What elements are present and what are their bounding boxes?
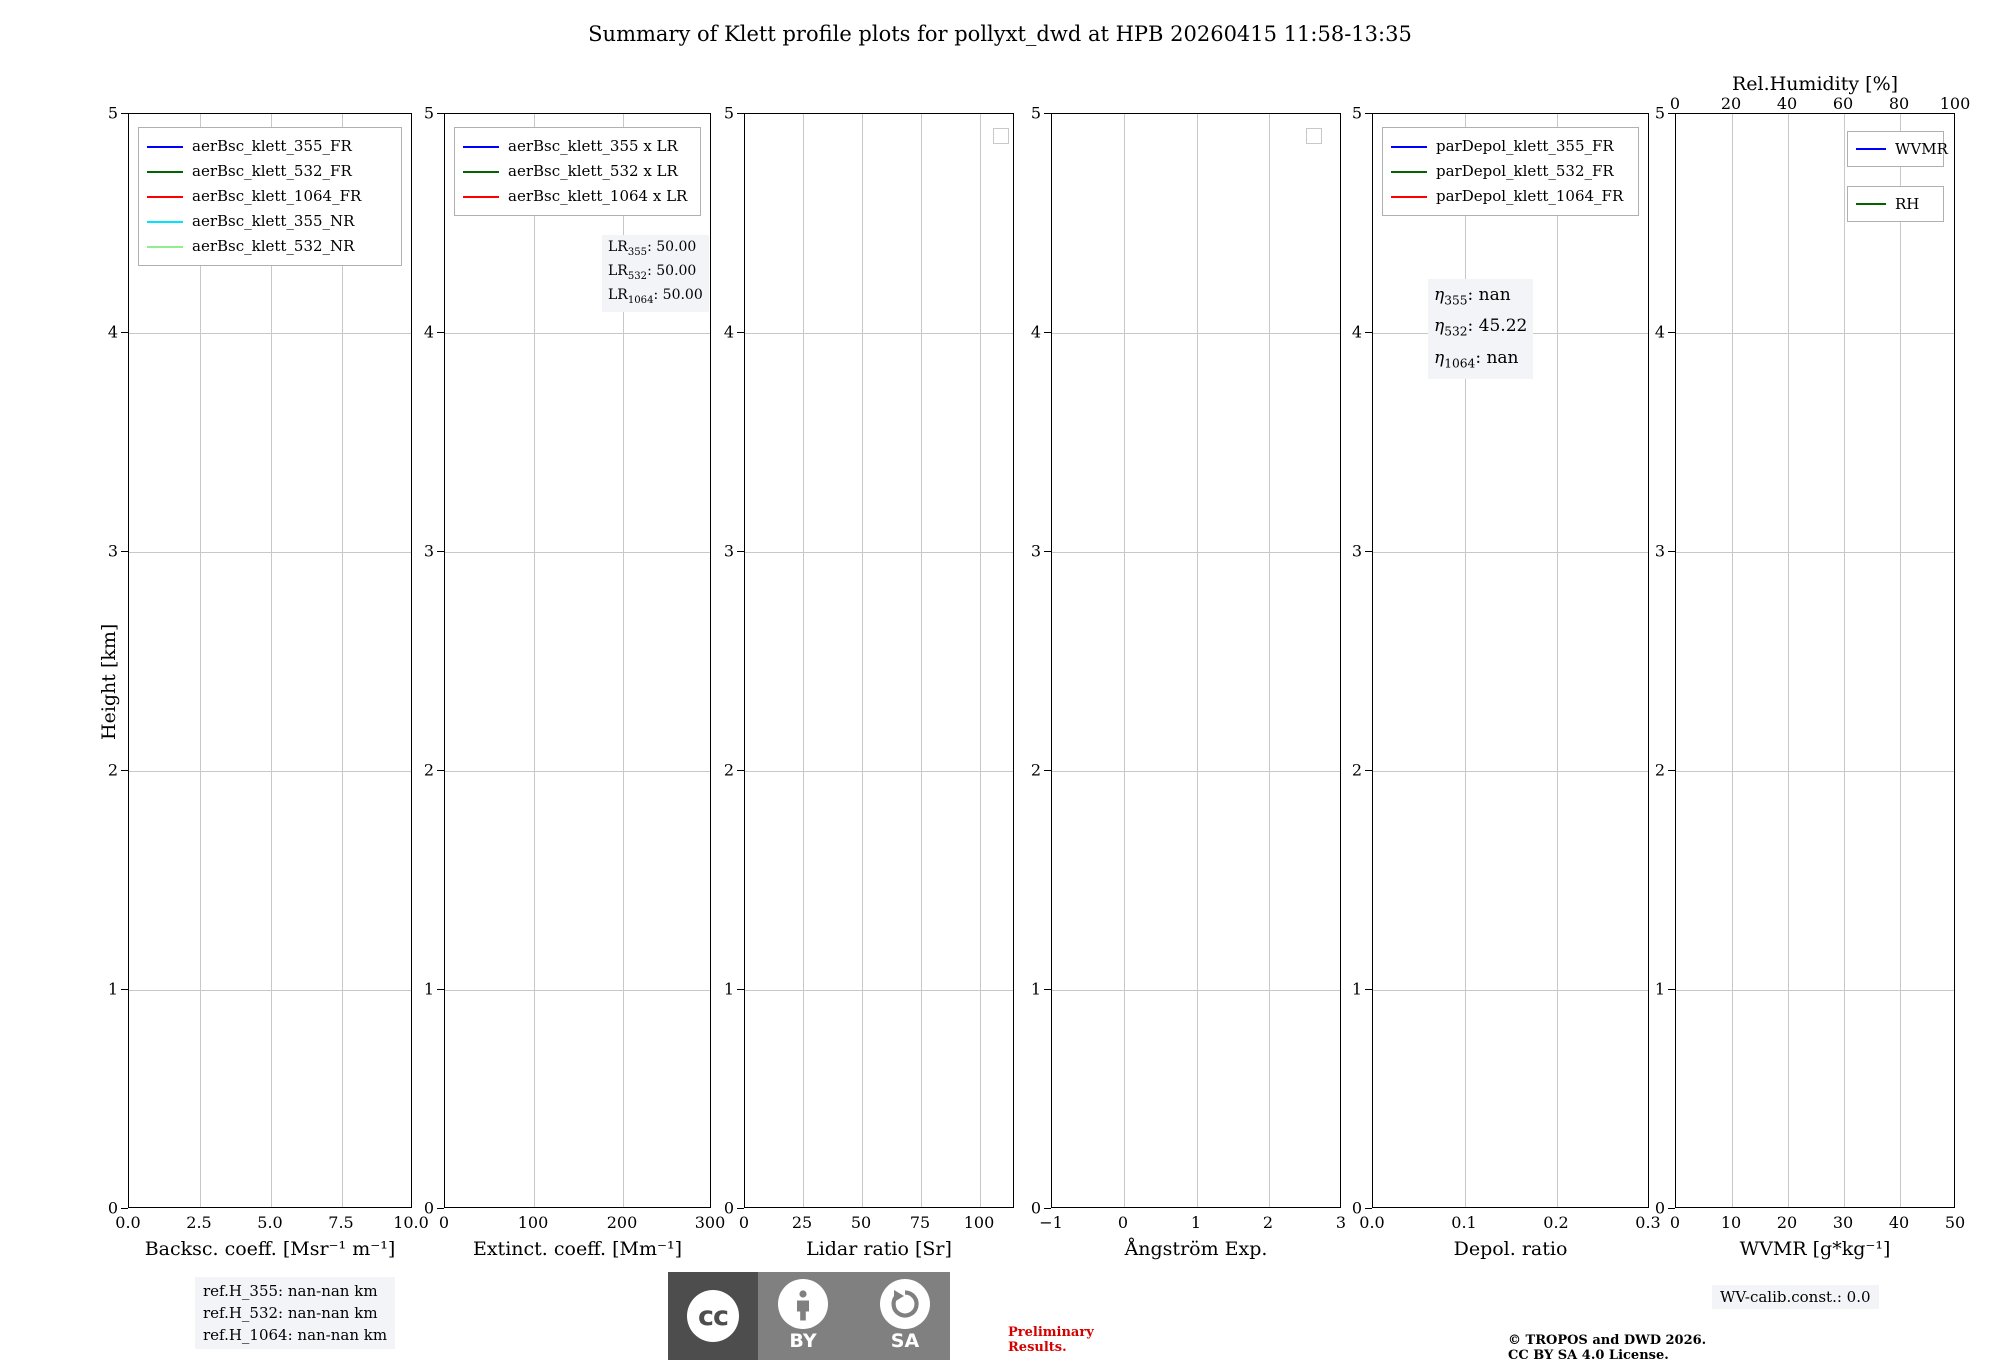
p2-y-tick-4: 4 [423,322,434,342]
y-tick-1: 1 [107,979,118,999]
p4-x-axis-label: Ångström Exp. [1124,1238,1268,1260]
p1-x-tick-4: 10.0 [393,1213,429,1232]
legend-label: aerBsc_klett_355_NR [192,212,355,230]
empty-legend-placeholder [993,128,1009,144]
ref-h-355: ref.H_355: nan-nan km [203,1282,378,1300]
creative-commons-badge [668,1272,950,1360]
p2-y-tick-1: 1 [423,979,434,999]
p1-x-tick-2: 5.0 [257,1213,283,1232]
eta-355-row: $\eta_{355}$: nan [1434,285,1511,308]
plot-area [1052,114,1340,1207]
eta-1064-row: $\eta_{1064}$: nan [1434,347,1519,371]
ref-h-1064: ref.H_1064: nan-nan km [203,1326,388,1344]
p2-x-tick-2: 200 [606,1213,638,1232]
y-tick-2: 2 [107,760,118,780]
legend-item[interactable] [147,209,393,234]
reference-heights-box [195,1277,395,1349]
p3-y-tick-0: 0 [723,1198,734,1218]
legend-label: parDepol_klett_532_FR [1436,162,1614,180]
copyright-line-2: CC BY SA 4.0 License. [1508,1348,1669,1363]
p6-y-tick-5: 5 [1654,103,1665,123]
p4-y-tick-1: 1 [1030,979,1041,999]
legend-item[interactable] [463,184,692,209]
line-swatch-icon [463,146,499,148]
p6-y-tick-4: 4 [1654,322,1665,342]
p5-y-tick-3: 3 [1351,541,1362,561]
legend-label: RH [1895,195,1920,213]
lr-355-row: $LR_{355}$: 50.00 [608,239,697,258]
panel-depolarization-ratio [1372,113,1649,1208]
line-swatch-icon [147,246,183,248]
plot-area [1373,114,1648,1207]
p3-x-axis-label: Lidar ratio [Sr] [806,1238,952,1260]
p6-x-tick-5: 50 [1944,1213,1966,1232]
p6-y-tick-1: 1 [1654,979,1665,999]
legend-wvmr[interactable] [1847,131,1948,167]
p6-top-tick-0: 0 [1669,94,1681,113]
legend-item[interactable] [147,134,393,159]
p5-x-tick-3: 0.3 [1635,1213,1661,1232]
p1-x-tick-0: 0.0 [115,1213,141,1232]
y-tick-3: 3 [107,541,118,561]
p3-y-tick-2: 2 [723,760,734,780]
p5-y-tick-0: 0 [1351,1198,1362,1218]
p3-y-tick-4: 4 [723,322,734,342]
p6-x-tick-4: 40 [1888,1213,1910,1232]
line-swatch-icon [147,146,183,148]
p5-x-tick-0: 0.0 [1359,1213,1385,1232]
p3-y-tick-3: 3 [723,541,734,561]
p2-x-tick-3: 300 [694,1213,726,1232]
preliminary-line-2: Results. [1008,1340,1067,1355]
p5-x-axis-label: Depol. ratio [1453,1238,1568,1260]
line-swatch-icon [147,171,183,173]
p6-x-tick-1: 10 [1720,1213,1742,1232]
p4-y-tick-0: 0 [1030,1198,1041,1218]
p6-y-tick-0: 0 [1654,1198,1665,1218]
legend-label: aerBsc_klett_355 x LR [508,137,678,155]
p4-x-tick-2: 1 [1190,1213,1202,1232]
p3-x-tick-1: 25 [791,1213,813,1232]
copyright-note [1508,1333,1706,1363]
p3-x-tick-0: 0 [738,1213,750,1232]
p2-y-tick-3: 3 [423,541,434,561]
cc-circle-icon: cc [687,1290,739,1342]
by-caption: BY [789,1330,817,1352]
p2-y-tick-5: 5 [423,103,434,123]
legend-item[interactable] [1856,138,1948,160]
p6-top-tick-5: 100 [1939,94,1971,113]
preliminary-line-1: Preliminary [1008,1325,1094,1340]
p6-top-tick-2: 40 [1776,94,1798,113]
line-swatch-icon [147,196,183,198]
legend-item[interactable] [1391,134,1630,159]
p5-x-tick-1: 0.1 [1451,1213,1477,1232]
lidar-ratio-annotation [602,235,709,312]
legend-item[interactable] [147,159,393,184]
p2-y-tick-0: 0 [423,1198,434,1218]
ref-h-532: ref.H_532: nan-nan km [203,1304,378,1322]
p4-y-tick-2: 2 [1030,760,1041,780]
cc-terms [758,1272,950,1360]
p5-y-tick-4: 4 [1351,322,1362,342]
cc-logo-icon [668,1272,758,1360]
legend-item[interactable] [147,234,393,259]
copyright-line-1: © TROPOS and DWD 2026. [1508,1333,1707,1348]
legend-item[interactable] [1856,193,1935,215]
lr-1064-row: $LR_{1064}$: 50.00 [608,286,703,306]
legend-depolarization[interactable] [1382,127,1639,216]
legend-label: parDepol_klett_355_FR [1436,137,1614,155]
y-tick-0: 0 [107,1198,118,1218]
p6-y-tick-2: 2 [1654,760,1665,780]
p4-x-tick-0: −1 [1039,1213,1063,1232]
p5-y-tick-1: 1 [1351,979,1362,999]
p4-x-tick-1: 0 [1117,1213,1129,1232]
line-swatch-icon [1391,171,1427,173]
legend-label: aerBsc_klett_1064_FR [192,187,362,205]
line-swatch-icon [1856,203,1886,205]
preliminary-results-note [1008,1325,1094,1355]
y-axis-label: Height [km] [98,623,120,740]
p6-top-tick-3: 60 [1832,94,1854,113]
page-title: Summary of Klett profile plots for pollyxt_dwd at HPB 20260415 11:58-13:35 [588,22,1412,46]
p2-y-tick-2: 2 [423,760,434,780]
legend-extinction[interactable] [454,127,701,216]
p3-y-tick-1: 1 [723,979,734,999]
p1-x-tick-1: 2.5 [186,1213,212,1232]
p6-x-tick-3: 30 [1832,1213,1854,1232]
plot-area [745,114,1013,1207]
p3-x-tick-3: 75 [909,1213,931,1232]
p3-x-tick-2: 50 [850,1213,872,1232]
legend-label: parDepol_klett_1064_FR [1436,187,1624,205]
empty-legend-placeholder [1306,128,1322,144]
legend-item[interactable] [463,134,692,159]
line-swatch-icon [463,171,499,173]
p3-y-tick-5: 5 [723,103,734,123]
legend-label: WVMR [1895,140,1948,158]
wv-calibration-constant: WV-calib.const.: 0.0 [1712,1285,1879,1309]
legend-label: aerBsc_klett_532_NR [192,237,355,255]
legend-backscatter[interactable] [138,127,402,266]
panel-lidar-ratio [744,113,1014,1208]
legend-item[interactable] [147,184,393,209]
p6-y-tick-3: 3 [1654,541,1665,561]
legend-rh[interactable] [1847,186,1944,222]
sa-caption: SA [890,1330,920,1352]
p4-y-tick-5: 5 [1030,103,1041,123]
line-swatch-icon [463,196,499,198]
eta-annotation [1428,279,1533,379]
p2-x-axis-label: Extinct. coeff. [Mm⁻¹] [472,1238,683,1260]
panel-angstrom-exponent [1051,113,1341,1208]
p4-x-tick-3: 2 [1262,1213,1274,1232]
share-alike-arrow-icon [880,1279,930,1329]
legend-label: aerBsc_klett_532_FR [192,162,352,180]
eta-532-row: $\eta_{532}$: 45.22 [1434,316,1528,339]
p4-y-tick-3: 3 [1030,541,1041,561]
p6-top-tick-4: 80 [1888,94,1910,113]
p6-x-tick-0: 0 [1669,1213,1681,1232]
line-swatch-icon [1391,146,1427,148]
p5-x-tick-2: 0.2 [1543,1213,1569,1232]
legend-item[interactable] [1391,184,1630,209]
legend-label: aerBsc_klett_1064 x LR [508,187,688,205]
y-tick-5: 5 [107,103,118,123]
p4-x-tick-4: 3 [1335,1213,1347,1232]
legend-label: aerBsc_klett_355_FR [192,137,352,155]
line-swatch-icon [1856,148,1886,150]
line-swatch-icon [1391,196,1427,198]
p4-y-tick-4: 4 [1030,322,1041,342]
legend-item[interactable] [1391,159,1630,184]
p5-y-tick-5: 5 [1351,103,1362,123]
p3-x-tick-4: 100 [963,1213,995,1232]
legend-label: aerBsc_klett_532 x LR [508,162,678,180]
panel-backscatter-coefficient [128,113,412,1208]
p6-x-axis-label: WVMR [g*kg⁻¹] [1739,1238,1891,1260]
plot-area [1676,114,1954,1207]
p1-x-tick-3: 7.5 [328,1213,354,1232]
p6-top-tick-1: 20 [1720,94,1742,113]
p6-x-tick-2: 20 [1776,1213,1798,1232]
attribution-person-icon [778,1279,828,1329]
p2-x-tick-1: 100 [517,1213,549,1232]
p1-x-axis-label: Backsc. coeff. [Msr⁻¹ m⁻¹] [144,1238,396,1260]
lr-532-row: $LR_{532}$: 50.00 [608,262,697,282]
line-swatch-icon [147,221,183,223]
legend-item[interactable] [463,159,692,184]
panel-wvmr-rh [1675,113,1955,1208]
y-tick-4: 4 [107,322,118,342]
p2-x-tick-0: 0 [438,1213,450,1232]
p5-y-tick-2: 2 [1351,760,1362,780]
plot-area [129,114,411,1207]
p6-top-axis-label: Rel.Humidity [%] [1731,73,1899,95]
